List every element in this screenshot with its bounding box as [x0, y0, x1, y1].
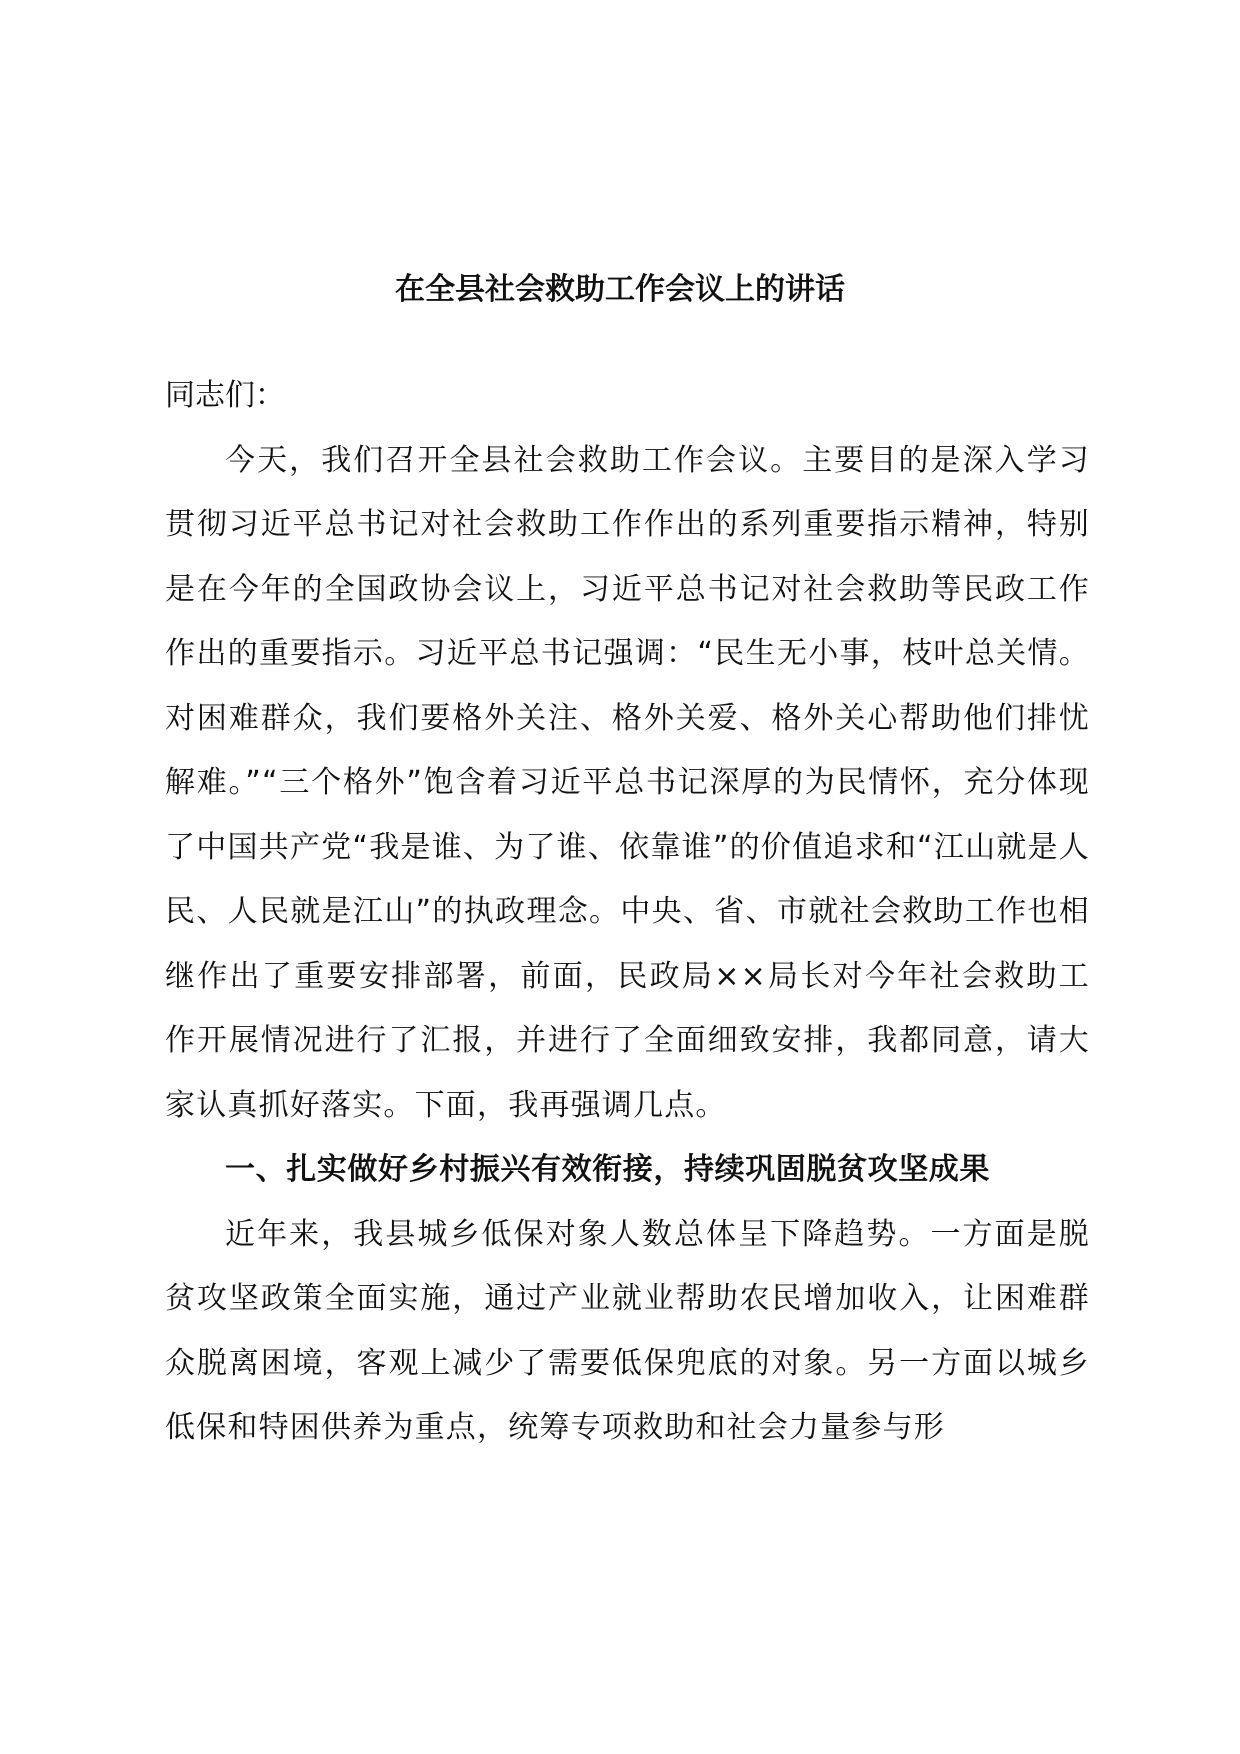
document-title: 在全县社会救助工作会议上的讲话: [395, 272, 845, 307]
document-body: [165, 364, 1090, 1461]
section-paragraph: 近年来，我县城乡低保对象人数总体呈下降趋势。一方面是脱贫攻坚政策全面实施，通过产业就业帮助农民增加收入，让困难群众脱离困境，客观上减少了需要低保兜底的对象。另一方面以城乡低保和特困供养为重点，统筹专项救助和社会力量参与形: [165, 1216, 1090, 1445]
intro-paragraph: 今天，我们召开全县社会救助工作会议。主要目的是深入学习贯彻习近平总书记对社会救助工作作出的系列重要指示精神，特别是在今年的全国政协会议上，习近平总书记对社会救助等民政工作作出的重要指示。习近平总书记强调：“民生无小事，枝叶总关情。对困难群众，我们要格外关注、格外关爱、格外关心帮助他们排忧解难。”“三个格外”饱含着习近平总书记深厚的为民情怀，充分体现了中国共产党“我是谁、为了谁、依靠谁”的价值追求和“江山就是人民、人民就是江山”的执政理念。中央、省、市就社会救助工作也相继作出了重要安排部署，前面，民政局××局长对今年社会救助工作开展情况进行了汇报，并进行了全面细致安排，我都同意，请大家认真抓好落实。下面，我再强调几点。: [165, 442, 1090, 1123]
salutation: 同志们：: [165, 378, 285, 413]
section-heading: 一、扎实做好乡村振兴有效衔接，持续巩固脱贫攻坚成果: [225, 1152, 990, 1187]
